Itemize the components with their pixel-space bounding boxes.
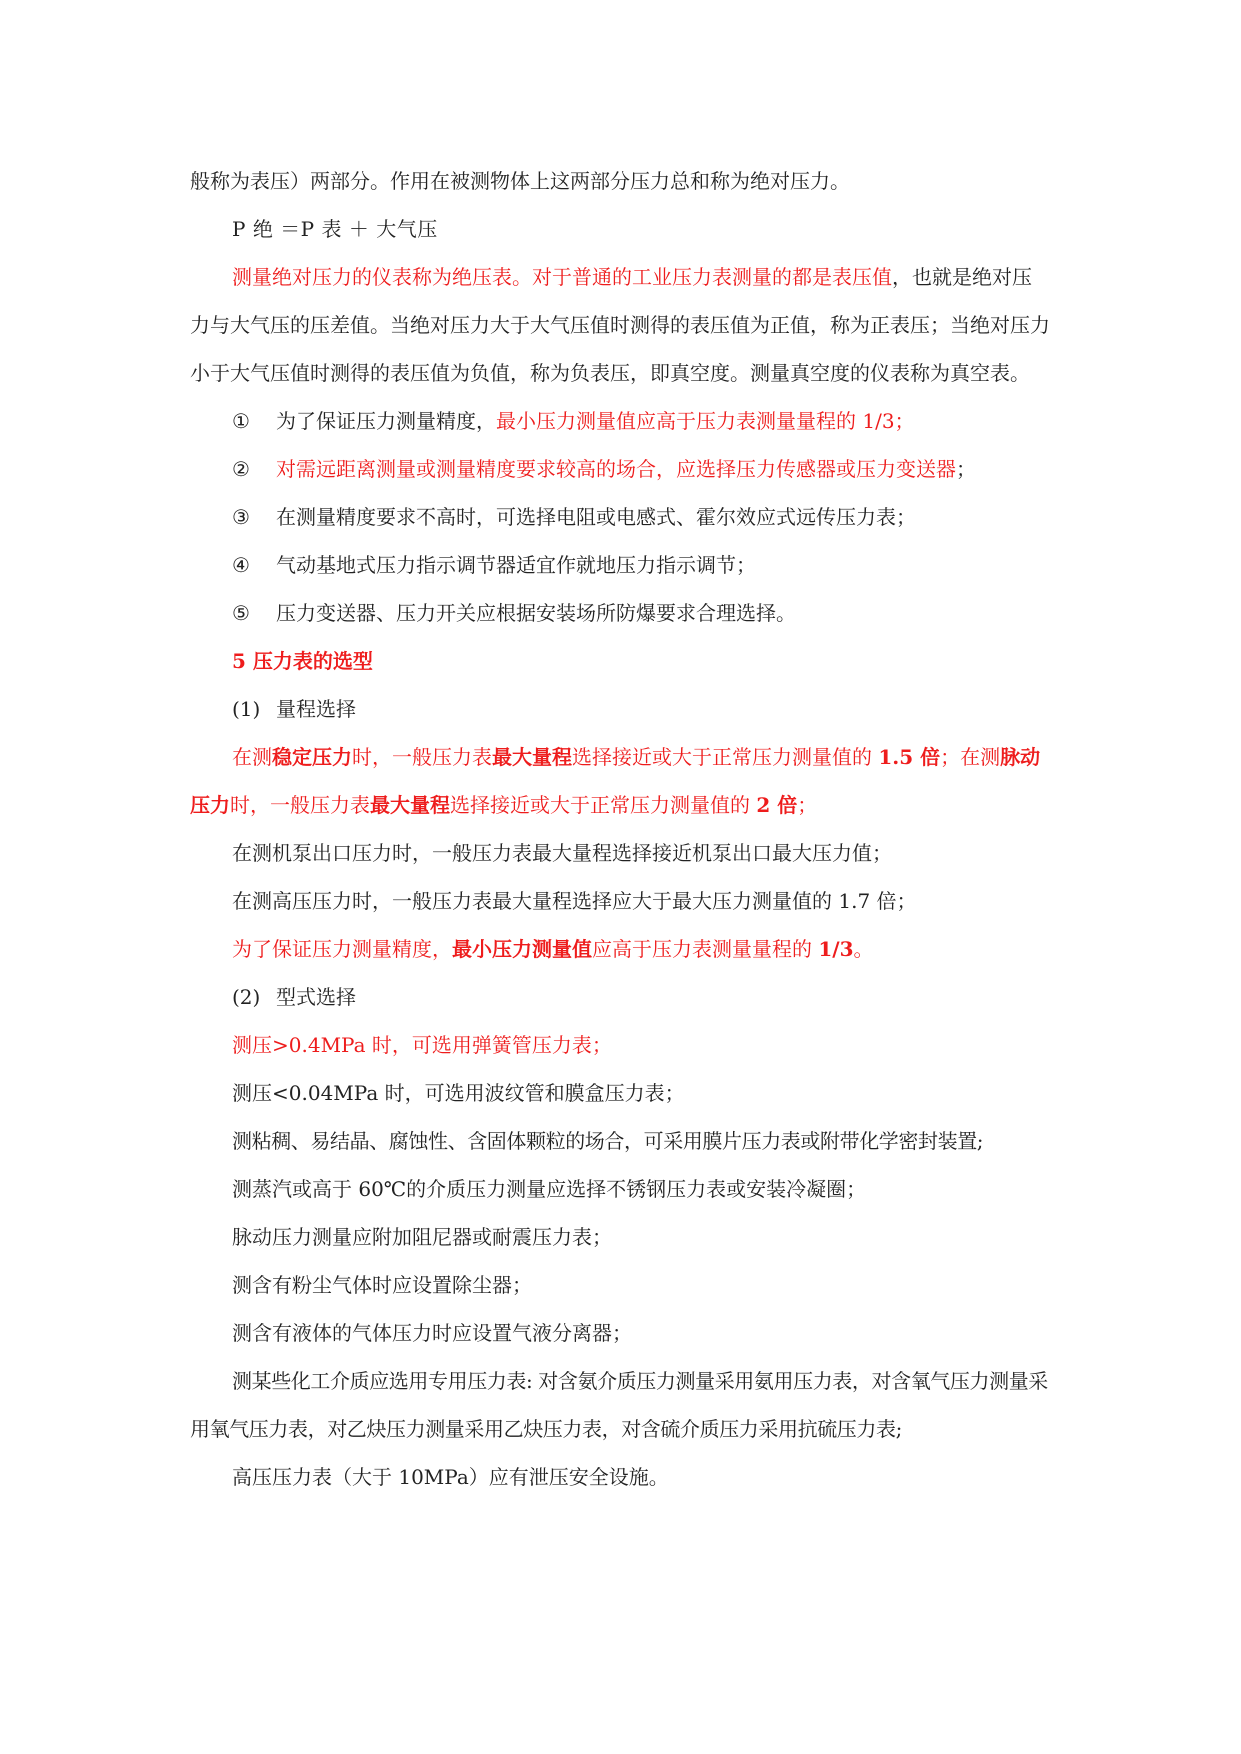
subsection-title: 量程选择 bbox=[276, 697, 356, 721]
list-number: ③ bbox=[232, 505, 250, 529]
bold-run: 1/3 bbox=[818, 937, 854, 961]
list-item-4 bbox=[190, 541, 1051, 589]
list-item-1 bbox=[190, 397, 1051, 445]
paragraph-type-line: 测含有粉尘气体时应设置除尘器； bbox=[232, 1273, 532, 1297]
list-text bbox=[276, 397, 915, 445]
bold-run: 脉动压力 bbox=[190, 745, 1041, 817]
paragraph-gauge-types bbox=[190, 253, 1051, 397]
text-run: 选择接近或大于正常压力测量值的 bbox=[450, 793, 757, 817]
paragraph-type-bourdon: 测压>0.4MPa 时，可选用弹簧管压力表； bbox=[232, 1033, 612, 1057]
list-item-2 bbox=[190, 445, 1051, 493]
formula-absolute-pressure: P 绝 ＝P 表 ＋ 大气压 bbox=[232, 217, 438, 241]
paragraph-type-line: 测含有液体的气体压力时应设置气液分离器； bbox=[232, 1321, 632, 1345]
list-highlight-text: 对需远距离测量或测量精度要求较高的场合，应选择压力传感器或压力变送器 bbox=[276, 457, 956, 481]
list-text: 气动基地式压力指示调节器适宜作就地压力指示调节； bbox=[276, 553, 756, 577]
list-text: 在测量精度要求不高时，可选择电阻或电感式、霍尔效应式远传压力表； bbox=[276, 505, 916, 529]
bold-run: 最大量程 bbox=[492, 745, 572, 769]
list-text bbox=[276, 445, 976, 493]
list-number: ⑤ bbox=[232, 601, 250, 625]
bold-run: 1.5 倍 bbox=[878, 745, 941, 769]
subsection-heading-type bbox=[190, 973, 1051, 1021]
list-highlight-text: 最小压力测量值应高于压力表测量量程的 1/3； bbox=[496, 409, 915, 433]
text-run: 在测 bbox=[232, 745, 272, 769]
text-run: ；在测 bbox=[940, 745, 1001, 769]
paragraph-range-selection bbox=[190, 733, 1051, 829]
list-item-3 bbox=[190, 493, 1051, 541]
list-number: ① bbox=[232, 409, 250, 433]
list-item-5 bbox=[190, 589, 1051, 637]
paragraph-type-line: 测蒸汽或高于 60℃的介质压力测量应选择不锈钢压力表或安装冷凝圈； bbox=[232, 1177, 867, 1201]
subsection-number: (2) bbox=[232, 985, 261, 1009]
text-run: 时，一般压力表 bbox=[230, 793, 370, 817]
paragraph-special-media: 测某些化工介质应选用专用压力表: 对含氨介质压力测量采用氨用压力表，对含氧气压力测量采用氧气压力表，对乙炔压力测量采用乙炔压力表，对含硫介质压力采用抗硫压力表; bbox=[190, 1369, 1048, 1441]
subsection-title: 型式选择 bbox=[276, 985, 356, 1009]
list-plain-text: ； bbox=[956, 457, 976, 481]
paragraph-precision bbox=[190, 925, 1051, 973]
bold-run: 2 倍 bbox=[756, 793, 798, 817]
paragraph-high-pressure-safety: 高压压力表（大于 10MPa）应有泄压安全设施。 bbox=[232, 1465, 669, 1489]
text-run: 选择接近或大于正常压力测量值的 bbox=[572, 745, 879, 769]
paragraph-type-line: 测压<0.04MPa 时，可选用波纹管和膜盒压力表； bbox=[232, 1081, 685, 1105]
bold-run: 稳定压力 bbox=[272, 745, 352, 769]
bold-run: 最大量程 bbox=[370, 793, 450, 817]
paragraph-absolute-pressure: 般称为表压）两部分。作用在被测物体上这两部分压力总和称为绝对压力。 bbox=[190, 169, 850, 193]
text-run: 为了保证压力测量精度， bbox=[232, 937, 452, 961]
bold-run: 最小压力测量值 bbox=[452, 937, 592, 961]
paragraph-type-line: 测粘稠、易结晶、腐蚀性、含固体颗粒的场合，可采用膜片压力表或附带化学密封装置; bbox=[232, 1129, 984, 1153]
list-text: 压力变送器、压力开关应根据安装场所防爆要求合理选择。 bbox=[276, 601, 796, 625]
text-run: 应高于压力表测量量程的 bbox=[592, 937, 819, 961]
highlight-text: 测量绝对压力的仪表称为绝压表。对于普通的工业压力表测量的都是表压值 bbox=[232, 265, 892, 289]
text-run: 时，一般压力表 bbox=[352, 745, 492, 769]
list-number: ④ bbox=[232, 553, 250, 577]
paragraph-high-pressure: 在测高压压力时，一般压力表最大量程选择应大于最大压力测量值的 1.7 倍； bbox=[232, 889, 917, 913]
subsection-number: (1) bbox=[232, 697, 261, 721]
text-run: ； bbox=[797, 793, 818, 817]
section-heading: 5 压力表的选型 bbox=[232, 649, 373, 673]
paragraph-text: ，也就是绝对压力与大气压的压差值。当绝对压力大于大气压值时测得的表压值为正值，称为正表压；当绝对压力小于大气压值时测得的表压值为负值，称为负表压，即真空度。测量真空度的仪表称为真空表。 bbox=[190, 265, 1050, 385]
text-run: 。 bbox=[853, 937, 874, 961]
paragraph-type-line: 脉动压力测量应附加阻尼器或耐震压力表； bbox=[232, 1225, 612, 1249]
subsection-heading-range bbox=[190, 685, 1051, 733]
list-plain-text: 为了保证压力测量精度， bbox=[276, 409, 496, 433]
list-number: ② bbox=[232, 457, 250, 481]
paragraph-pump-outlet: 在测机泵出口压力时，一般压力表最大量程选择接近机泵出口最大压力值； bbox=[232, 841, 892, 865]
